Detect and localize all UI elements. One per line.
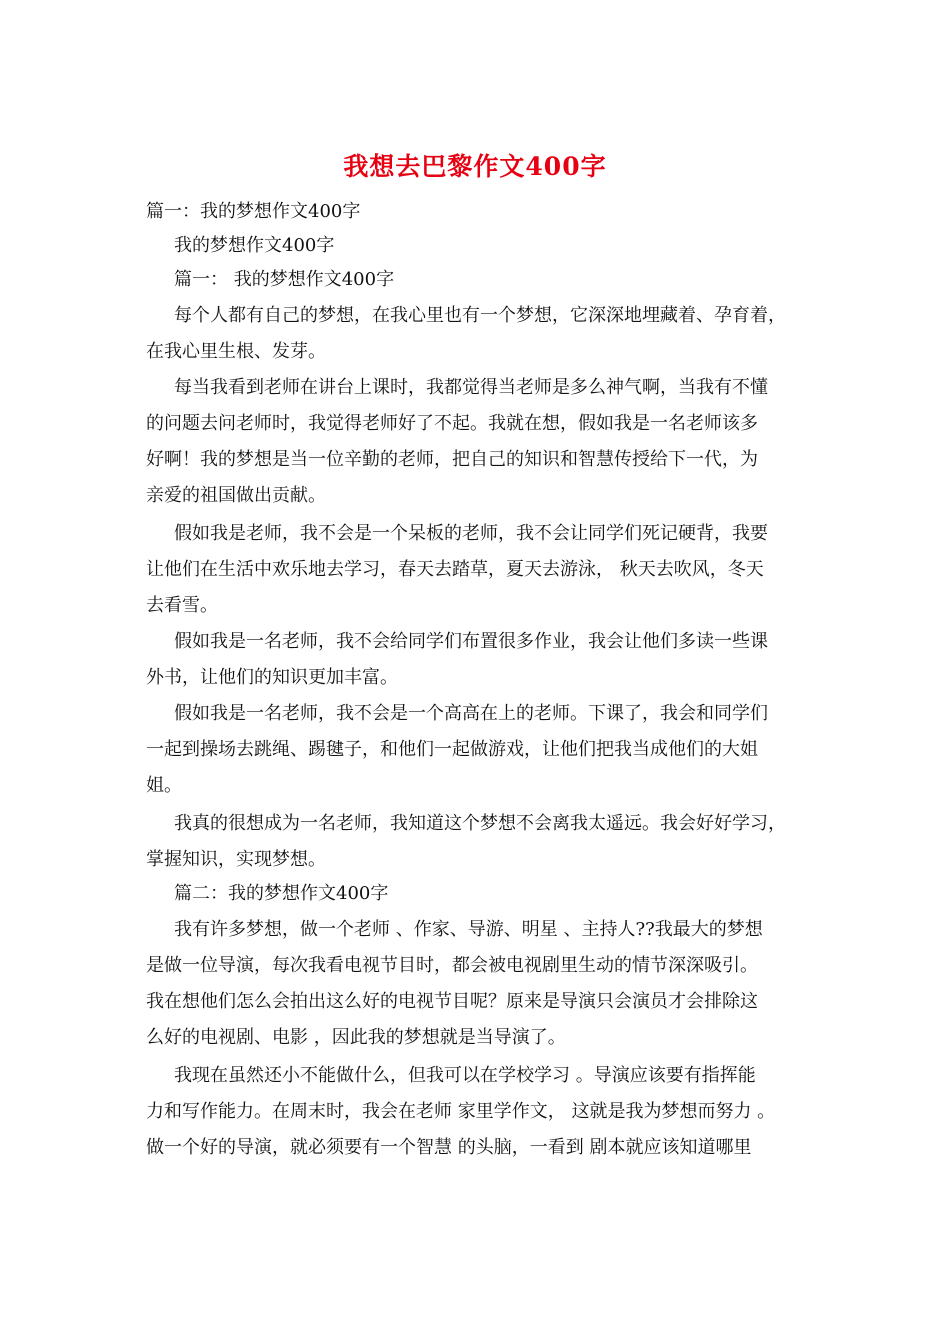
paragraph-line: 是做一位导演，每次我看电视节目时，都会被电视剧里生动的情节深深吸引。: [146, 955, 758, 976]
paragraph-line: 每当我看到老师在讲台上课时，我都觉得当老师是多么神气啊，当我有不懂: [174, 377, 768, 398]
paragraph-line: 我现在虽然还小不能做什么，但我可以在学校学习 。导演应该要有指挥能: [174, 1065, 756, 1086]
paragraph-line: 姐。: [146, 775, 182, 796]
paragraph-line: 亲爱的祖国做出贡献。: [146, 485, 326, 506]
document-title: 我想去巴黎作文400字: [343, 152, 607, 181]
paragraph-line: 让他们在生活中欢乐地去学习，春天去踏草，夏天去游泳， 秋天去吹风，冬天: [146, 559, 764, 580]
sub-heading: 我的梦想作文400字: [174, 235, 335, 256]
paragraph-line: 去看雪。: [146, 595, 218, 616]
paragraph-line: 做一个好的导演，就必须要有一个智慧 的头脑，一看到 剧本就应该知道哪里: [146, 1137, 752, 1158]
sub-heading: 篇一： 我的梦想作文400字: [174, 269, 395, 290]
paragraph-line: 的问题去问老师时，我觉得老师好了不起。我就在想，假如我是一名老师该多: [146, 413, 758, 434]
paragraph-line: 假如我是一名老师，我不会给同学们布置很多作业，我会让他们多读一些课: [174, 631, 768, 652]
paragraph-line: 一起到操场去跳绳、踢毽子，和他们一起做游戏，让他们把我当成他们的大姐: [146, 739, 758, 760]
paragraph-line: 我真的很想成为一名老师，我知道这个梦想不会离我太遥远。我会好好学习，: [174, 813, 786, 834]
paragraph-line: 么好的电视剧、电影 ，因此我的梦想就是当导演了。: [146, 1027, 566, 1048]
paragraph-line: 力和写作能力。在周末时，我会在老师 家里学作文， 这就是我为梦想而努力 。: [146, 1101, 776, 1122]
paragraph-line: 假如我是老师，我不会是一个呆板的老师，我不会让同学们死记硬背，我要: [174, 523, 768, 544]
paragraph-line: 好啊！我的梦想是当一位辛勤的老师，把自己的知识和智慧传授给下一代，为: [146, 449, 758, 470]
section-heading-1: 篇一：我的梦想作文400字: [146, 201, 361, 222]
paragraph-line: 我在想他们怎么会拍出这么好的电视节目呢？原来是导演只会演员才会排除这: [146, 991, 758, 1012]
paragraph-line: 掌握知识，实现梦想。: [146, 849, 326, 870]
paragraph-line: 外书，让他们的知识更加丰富。: [146, 667, 398, 688]
paragraph-line: 我有许多梦想，做一个老师 、作家、导游、明星 、主持人??我最大的梦想: [174, 919, 763, 940]
paragraph-line: 每个人都有自己的梦想，在我心里也有一个梦想，它深深地埋藏着、孕育着，: [174, 305, 786, 326]
section-heading-2: 篇二：我的梦想作文400字: [174, 883, 389, 904]
paragraph-line: 假如我是一名老师，我不会是一个高高在上的老师。下课了，我会和同学们: [174, 703, 768, 724]
paragraph-line: 在我心里生根、发芽。: [146, 341, 326, 362]
